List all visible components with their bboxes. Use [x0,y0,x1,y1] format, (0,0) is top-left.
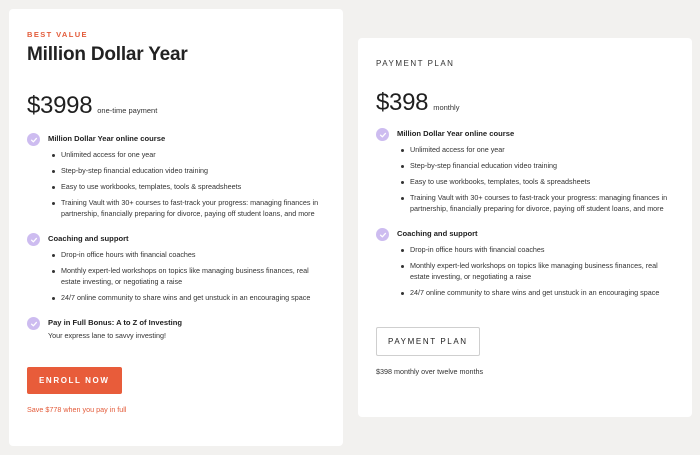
check-icon [27,133,40,146]
bullet-item: Unlimited access for one year [401,144,674,155]
bullet-item: 24/7 online community to share wins and get unstuck in an encouraging space [52,292,325,303]
feature-bonus [27,318,325,340]
check-icon [376,228,389,241]
bullet-item: Unlimited access for one year [52,149,325,160]
check-icon [27,233,40,246]
check-icon [27,317,40,330]
price-row [27,92,325,120]
bullet-item: Monthly expert-led workshops on topics like managing business finances, real estate investing, or negotiating a raise [401,260,674,282]
feature-title: Million Dollar Year online course [48,134,166,143]
feature-course [376,129,674,219]
bullet-list [48,249,325,303]
save-note: Save $778 when you pay in full [27,405,127,414]
bullet-item: 24/7 online community to share wins and get unstuck in an encouraging space [401,287,674,298]
feature-title: Million Dollar Year online course [397,129,515,138]
bullet-item: Easy to use workbooks, templates, tools & spreadsheets [401,176,674,187]
bullet-item: Easy to use workbooks, templates, tools & spreadsheets [52,181,325,192]
price: $3998 [27,92,93,119]
feature-course [27,134,325,224]
check-icon [376,128,389,141]
pricing-card-full [9,9,343,446]
plan-title: Million Dollar Year [27,44,188,65]
feature-title: Pay in Full Bonus: A to Z of Investing [48,318,183,327]
bonus-subtitle: Your express lane to savvy investing! [48,331,166,340]
bullet-item: Training Vault with 30+ courses to fast-track your progress: managing finances in partnership, financially preparing for divorce, paying off student loans, and more [401,192,674,214]
bullet-item: Drop-in office hours with financial coaches [401,244,674,255]
price: $398 [376,89,429,116]
enroll-now-button[interactable]: ENROLL NOW [27,367,122,394]
pricing-card-plan [358,38,692,417]
feature-title: Coaching and support [397,229,478,238]
bullet-list [397,144,674,214]
bullet-list [397,244,674,298]
feature-coaching [376,229,674,303]
feature-coaching [27,234,325,308]
bullet-item: Drop-in office hours with financial coaches [52,249,325,260]
payment-plan-button[interactable]: PAYMENT PLAN [376,327,480,356]
bullet-item: Monthly expert-led workshops on topics like managing business finances, real estate investing, or negotiating a raise [52,265,325,287]
plan-label: PAYMENT PLAN [376,59,455,68]
price-note: monthly [433,103,460,112]
bullet-item: Step-by-step financial education video training [401,160,674,171]
feature-title: Coaching and support [48,234,129,243]
bullet-item: Training Vault with 30+ courses to fast-track your progress: managing finances in partnership, financially preparing for divorce, paying off student loans, and more [52,197,325,219]
feature-list [376,129,674,303]
bullet-item: Step-by-step financial education video training [52,165,325,176]
plan-note: $398 monthly over twelve months [376,367,484,376]
best-value-label: BEST VALUE [27,30,88,39]
price-note: one-time payment [97,106,158,115]
bullet-list [48,149,325,219]
feature-list [27,134,325,340]
price-row [376,89,674,117]
